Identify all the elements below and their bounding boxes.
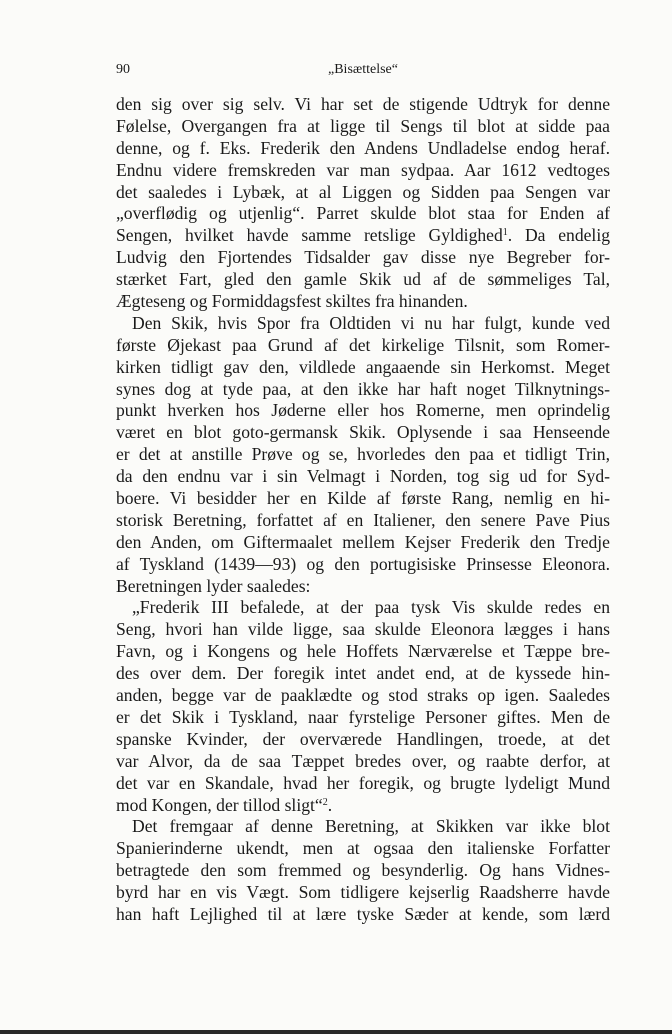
text-line [116, 641, 610, 663]
text-line [116, 685, 610, 707]
text-line [116, 597, 610, 619]
line-text: mod Kongen, der tillod sligt“ [116, 794, 323, 815]
text-line [116, 444, 610, 466]
line-text: Sengen, hvilket havde samme retslige Gyldighed [116, 225, 503, 246]
line-text: den Anden, om Giftermaalet mellem Kejser Frederik den Tredje [116, 531, 610, 552]
running-head [116, 62, 610, 80]
scan-edge [0, 1030, 672, 1034]
line-text: da den endnu var i sin Velmagt i Norden, tog sig ud for Syd- [116, 466, 610, 487]
line-text: byrd har en vis Vægt. Som tidligere kejserlig Raadsherre havde [116, 882, 610, 903]
line-text: Spanierinderne ukendt, men at ogsaa den italienske Forfatter [116, 838, 610, 859]
line-text: været en blot goto-germansk Skik. Oplysende i saa Henseende [116, 422, 610, 443]
text-line [116, 860, 610, 882]
line-text: det saaledes i Lybæk, at al Liggen og Sidden paa Sengen var [116, 181, 610, 202]
line-text: er det Skik i Tyskland, naar fyrstelige Personer giftes. Men de [116, 706, 610, 727]
text-line [116, 269, 610, 291]
line-text-continued: . [327, 794, 333, 815]
line-text: Endnu videre fremskreden var man sydpaa. Aar 1612 vedtoges [116, 159, 610, 180]
line-text: Beretningen lyder saaledes: [116, 575, 311, 596]
text-line [116, 94, 610, 116]
line-text: Følelse, Overgangen fra at ligge til Sengs til blot at sidde paa [116, 115, 610, 136]
text-line [116, 225, 610, 247]
text-line [116, 182, 610, 204]
body-text [116, 94, 610, 926]
text-line [116, 400, 610, 422]
line-text: spanske Kvinder, der overværede Handlingen, troede, at det [116, 728, 610, 749]
text-line [116, 619, 610, 641]
text-line [116, 751, 610, 773]
line-text: boere. Vi besidder her en Kilde af første Rang, nemlig en hi- [116, 488, 610, 509]
page-number: 90 [116, 62, 130, 77]
line-text: „Frederik III befalede, at der paa tysk Vis skulde redes en [132, 597, 610, 618]
line-text: Seng, hvori han vilde ligge, saa skulde Eleonora lægges i hans [116, 619, 610, 640]
text-line [116, 707, 610, 729]
line-text: denne, og f. Eks. Frederik den Andens Undladelse endog heraf. [116, 137, 610, 158]
line-text: han haft Lejlighed til at lære tyske Sæder at kende, som lærd [116, 903, 610, 924]
line-text: den sig over sig selv. Vi har set de stigende Udtryk for denne [116, 94, 610, 114]
text-line [116, 357, 610, 379]
text-line [116, 466, 610, 488]
line-text: var Alvor, da de saa Tæppet bredes over, og raabte derfor, at [116, 750, 610, 771]
text-line [116, 422, 610, 444]
text-line [116, 816, 610, 838]
text-line [116, 116, 610, 138]
line-text: punkt hverken hos Jøderne eller hos Romerne, men oprindelig [116, 400, 610, 421]
line-text: Den Skik, hvis Spor fra Oldtiden vi nu har fulgt, kunde ved [132, 312, 610, 333]
line-text-continued: . Da endelig [507, 225, 611, 246]
text-line [116, 488, 610, 510]
text-line [116, 576, 610, 598]
text-line [116, 795, 610, 817]
text-line [116, 773, 610, 795]
text-line [116, 510, 610, 532]
line-text: Det fremgaar af denne Beretning, at Skikken var ikke blot [132, 816, 610, 837]
text-line [116, 138, 610, 160]
text-line [116, 663, 610, 685]
text-line [116, 313, 610, 335]
line-text: kirken tidligt gav den, vildlede angaaende sin Herkomst. Meget [116, 356, 610, 377]
line-text: storisk Beretning, forfattet af en Italiener, den senere Pave Pius [116, 509, 610, 530]
line-text: Ægteseng og Formiddagsfest skiltes fra hinanden. [116, 291, 468, 312]
line-text: det var en Skandale, hvad her foregik, og brugte lydeligt Mund [116, 772, 610, 793]
line-text: „overflødig og utjenlig“. Parret skulde blot staa for Enden af [116, 203, 610, 224]
line-text: des over dem. Der foregik intet andet end, at de kyssede hin- [116, 663, 610, 684]
text-line [116, 729, 610, 751]
footnote-marker: 2 [322, 796, 328, 808]
line-text: betragtede den som fremmed og besynderlig. Og hans Vidnes- [116, 860, 610, 881]
line-text: første Øjekast paa Grund af det kirkelige Tilsnit, som Romer- [116, 334, 610, 355]
text-line [116, 379, 610, 401]
text-line [116, 838, 610, 860]
line-text: af Tyskland (1439—93) og den portugisiske Prinsesse Eleonora. [116, 553, 610, 574]
line-text: anden, begge var de paaklædte og stod straks op igen. Saaledes [116, 685, 610, 706]
text-line [116, 160, 610, 182]
footnote-marker: 1 [502, 227, 508, 239]
text-line [116, 335, 610, 357]
line-text: synes dog at tyde paa, at den ikke har haft noget Tilknytnings- [116, 378, 610, 399]
text-line [116, 554, 610, 576]
line-text: er det at anstille Prøve og se, hvorledes den paa et tidligt Trin, [116, 444, 610, 465]
running-title: „Bisættelse“ [328, 62, 398, 77]
line-text: Favn, og i Kongens og hele Hoffets Nærværelse et Tæppe bre- [116, 641, 610, 662]
text-line [116, 532, 610, 554]
text-line [116, 203, 610, 225]
text-line [116, 904, 610, 926]
text-line [116, 882, 610, 904]
line-text: Ludvig den Fjortendes Tidsalder gav disse nye Begreber for- [116, 247, 610, 268]
line-text: stærket Fart, gled den gamle Skik ud af de sømmeliges Tal, [116, 269, 610, 290]
text-line [116, 247, 610, 269]
text-line [116, 291, 610, 313]
